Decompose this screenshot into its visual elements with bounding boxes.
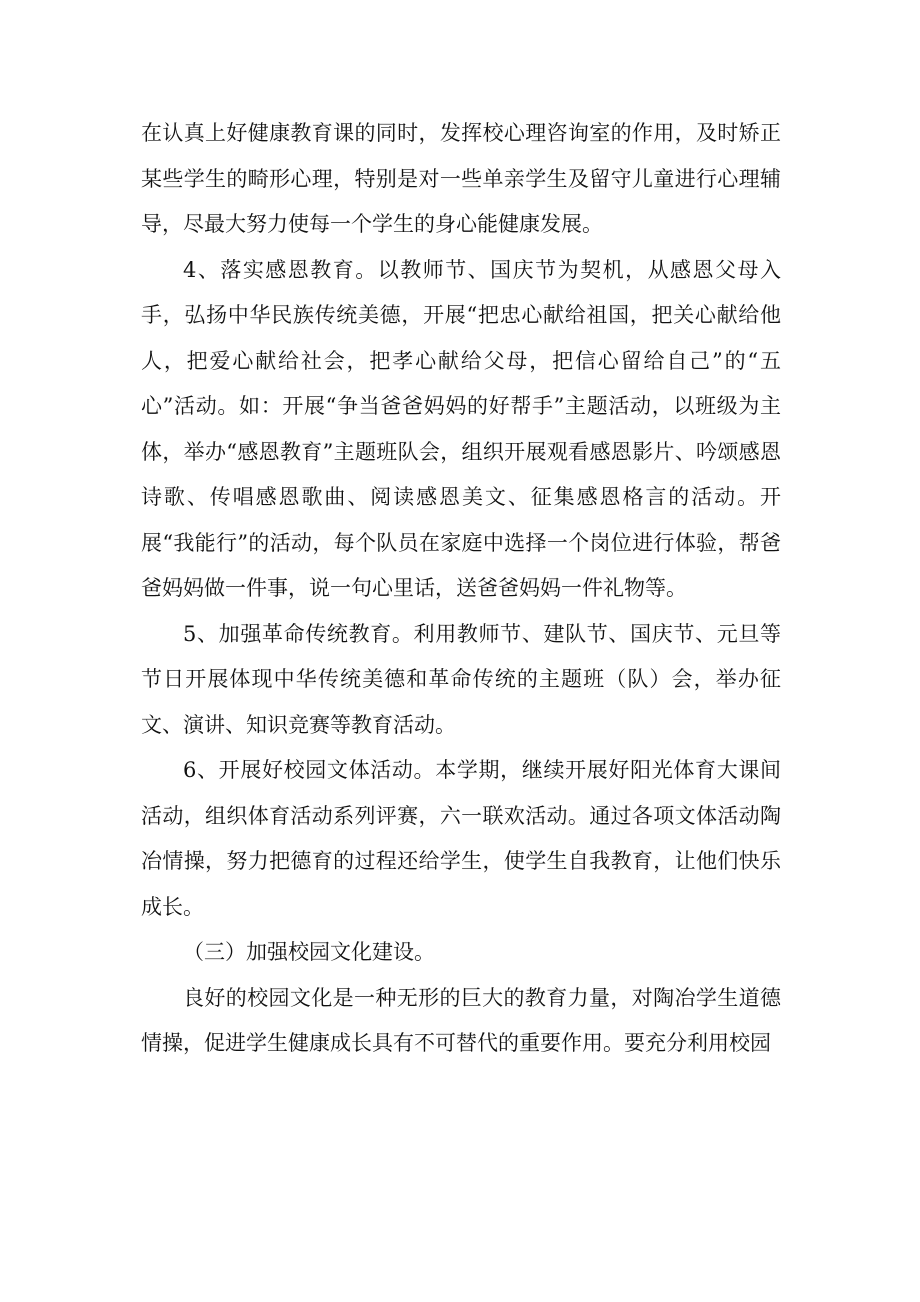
paragraph-item-5: 5、加强革命传统教育。利用教师节、建队节、国庆节、元旦等节日开展体现中华传统美德和革命传统的主题班（队）会，举办征文、演讲、知识竞赛等教育活动。 bbox=[141, 621, 781, 737]
paragraph-culture: 良好的校园文化是一种无形的巨大的教育力量，对陶冶学生道德情操，促进学生健康成长具有不可替代的重要作用。要充分利用校园 bbox=[141, 985, 781, 1055]
paragraph-item-6: 6、开展好校园文体活动。本学期，继续开展好阳光体育大课间活动，组织体育活动系列评赛，六一联欢活动。通过各项文体活动陶冶情操，努力把德育的过程还给学生，使学生自我教育，让他们快乐成长。 bbox=[141, 758, 781, 919]
paragraph-item-4: 4、落实感恩教育。以教师节、国庆节为契机，从感恩父母入手，弘扬中华民族传统美德，开展“把忠心献给祖国，把关心献给他人，把爱心献给社会，把孝心献给父母，把信心留给自己”的“五心”活动。如：开展“争当爸爸妈妈的好帮手”主题活动，以班级为主体，举办“感恩教育”主题班队会，组织开展观看感恩影片、吟颂感恩诗歌、传唱感恩歌曲、阅读感恩美文、征集感恩格言的活动。开展“我能行”的活动，每个队员在家庭中选择一个岗位进行体验，帮爸爸妈妈做一件事，说一句心里话，送爸爸妈妈一件礼物等。 bbox=[141, 257, 781, 600]
section-heading-3: （三）加强校园文化建设。 bbox=[183, 940, 435, 964]
paragraph-continuation: 在认真上好健康教育课的同时，发挥校心理咨询室的作用，及时矫正某些学生的畸形心理，特别是对一些单亲学生及留守儿童进行心理辅导，尽最大努力使每一个学生的身心能健康发展。 bbox=[141, 121, 781, 236]
body-text bbox=[141, 111, 781, 1067]
